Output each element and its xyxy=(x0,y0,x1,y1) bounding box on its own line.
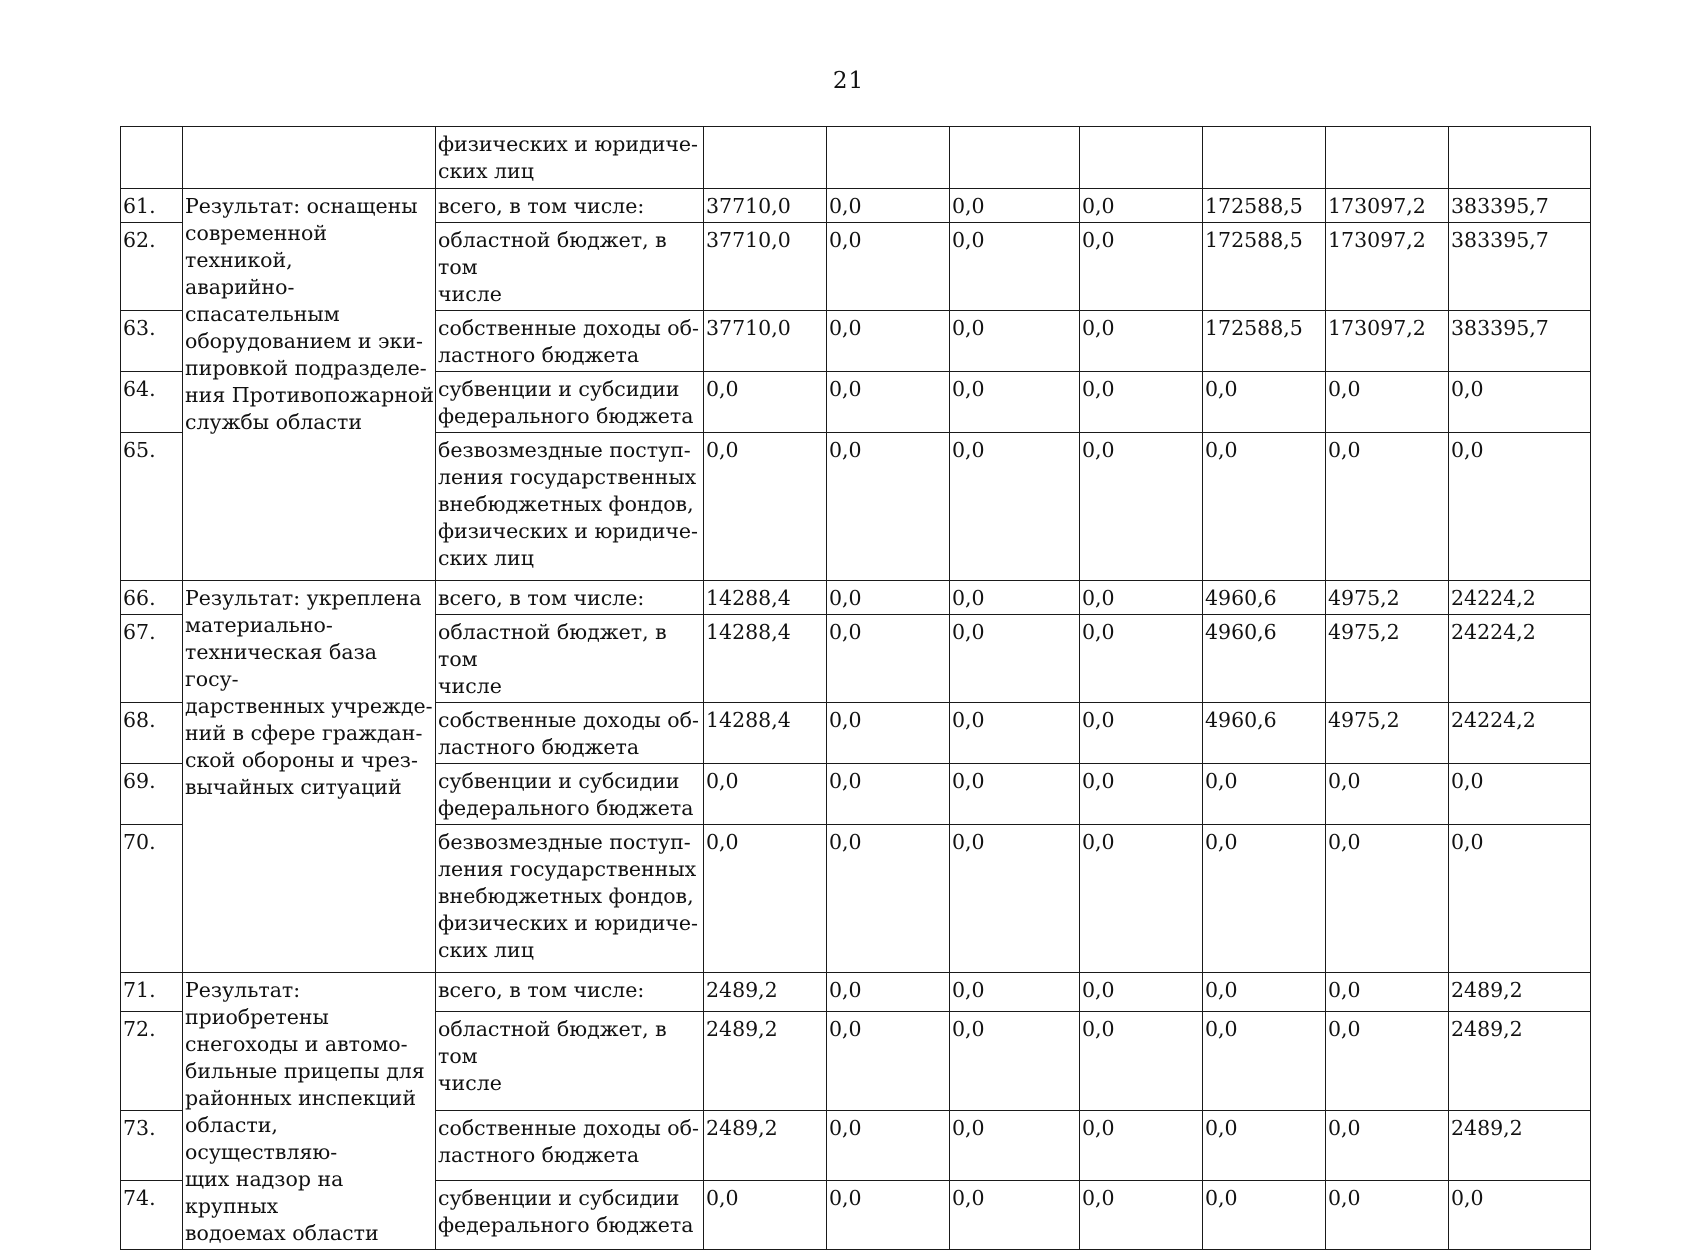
value-cell: 0,0 xyxy=(950,703,1080,764)
row-number-cell: 63. xyxy=(121,311,183,372)
continuation-source-cell: физических и юридиче- ских лиц xyxy=(436,127,704,189)
value-cell: 0,0 xyxy=(950,1011,1080,1111)
value-cell: 4975,2 xyxy=(1326,703,1449,764)
funding-source-cell: всего, в том числе: xyxy=(436,189,704,223)
value-cell: 0,0 xyxy=(1326,372,1449,433)
value-cell: 0,0 xyxy=(950,311,1080,372)
value-cell: 0,0 xyxy=(950,581,1080,615)
row-number-cell: 62. xyxy=(121,223,183,311)
value-cell xyxy=(1449,127,1591,189)
value-cell: 0,0 xyxy=(1326,433,1449,581)
funding-source-cell: всего, в том числе: xyxy=(436,973,704,1012)
table-row xyxy=(121,973,1591,1012)
value-cell: 0,0 xyxy=(1080,764,1203,825)
value-cell: 2489,2 xyxy=(1449,1111,1591,1180)
value-cell: 0,0 xyxy=(827,1011,950,1111)
value-cell: 0,0 xyxy=(1449,433,1591,581)
value-cell: 0,0 xyxy=(950,433,1080,581)
value-cell: 173097,2 xyxy=(1326,311,1449,372)
funding-source-cell: субвенции и субсидии федерального бюджета xyxy=(436,764,704,825)
value-cell: 2489,2 xyxy=(1449,1011,1591,1111)
value-cell: 0,0 xyxy=(1326,1111,1449,1180)
value-cell: 0,0 xyxy=(950,223,1080,311)
value-cell: 4960,6 xyxy=(1203,703,1326,764)
value-cell xyxy=(704,127,827,189)
value-cell: 0,0 xyxy=(1326,1011,1449,1111)
row-number-cell: 68. xyxy=(121,703,183,764)
value-cell: 0,0 xyxy=(1080,1180,1203,1249)
table-body xyxy=(121,127,1591,1250)
funding-source-cell: областной бюджет, в том числе xyxy=(436,223,704,311)
value-cell: 4960,6 xyxy=(1203,615,1326,703)
table-row xyxy=(121,581,1591,615)
budget-table xyxy=(120,126,1591,1250)
value-cell xyxy=(1080,127,1203,189)
value-cell: 0,0 xyxy=(827,764,950,825)
row-number-cell: 61. xyxy=(121,189,183,223)
row-number-cell: 74. xyxy=(121,1180,183,1249)
value-cell: 0,0 xyxy=(1080,223,1203,311)
funding-source-cell: субвенции и субсидии федерального бюджета xyxy=(436,1180,704,1249)
value-cell: 0,0 xyxy=(1203,433,1326,581)
value-cell: 0,0 xyxy=(1326,1180,1449,1249)
value-cell: 0,0 xyxy=(1449,764,1591,825)
row-number-cell: 69. xyxy=(121,764,183,825)
value-cell: 0,0 xyxy=(827,581,950,615)
value-cell: 0,0 xyxy=(1080,581,1203,615)
funding-source-cell: собственные доходы об- ластного бюджета xyxy=(436,1111,704,1180)
value-cell: 14288,4 xyxy=(704,581,827,615)
result-description-cell: Результат: приобретены снегоходы и автомо- бильные прицепы для районных инспекций области, осуществляю- щих надзор на крупных водоемах области xyxy=(183,973,436,1250)
value-cell: 0,0 xyxy=(950,1111,1080,1180)
page-number: 21 xyxy=(832,68,865,94)
value-cell: 0,0 xyxy=(1203,1180,1326,1249)
value-cell: 0,0 xyxy=(1449,1180,1591,1249)
value-cell: 0,0 xyxy=(1326,973,1449,1012)
value-cell xyxy=(1203,127,1326,189)
value-cell: 0,0 xyxy=(704,825,827,973)
value-cell: 0,0 xyxy=(704,1180,827,1249)
value-cell: 0,0 xyxy=(1080,1011,1203,1111)
value-cell: 172588,5 xyxy=(1203,311,1326,372)
value-cell: 4960,6 xyxy=(1203,581,1326,615)
value-cell: 0,0 xyxy=(1080,311,1203,372)
value-cell: 0,0 xyxy=(1449,825,1591,973)
result-description-cell: Результат: оснащены современной техникой, аварийно-спасательным оборудованием и эки- пировкой подразделе- ния Противопожарной службы области xyxy=(183,189,436,581)
value-cell: 172588,5 xyxy=(1203,223,1326,311)
value-cell xyxy=(827,127,950,189)
funding-source-cell: собственные доходы об- ластного бюджета xyxy=(436,703,704,764)
value-cell: 383395,7 xyxy=(1449,189,1591,223)
value-cell: 0,0 xyxy=(704,433,827,581)
value-cell: 0,0 xyxy=(1080,433,1203,581)
value-cell: 0,0 xyxy=(827,223,950,311)
value-cell: 2489,2 xyxy=(1449,973,1591,1012)
row-number-cell xyxy=(121,127,183,189)
value-cell: 0,0 xyxy=(1203,372,1326,433)
value-cell: 0,0 xyxy=(1080,189,1203,223)
value-cell: 0,0 xyxy=(827,1180,950,1249)
funding-source-cell: собственные доходы об- ластного бюджета xyxy=(436,311,704,372)
value-cell: 4975,2 xyxy=(1326,581,1449,615)
value-cell: 0,0 xyxy=(827,433,950,581)
funding-source-cell: областной бюджет, в том числе xyxy=(436,615,704,703)
funding-source-cell: безвозмездные поступ- ления государственных внебюджетных фондов, физических и юридиче- ских лиц xyxy=(436,433,704,581)
funding-source-cell: всего, в том числе: xyxy=(436,581,704,615)
row-number-cell: 70. xyxy=(121,825,183,973)
value-cell: 172588,5 xyxy=(1203,189,1326,223)
value-cell: 0,0 xyxy=(827,825,950,973)
row-number-cell: 73. xyxy=(121,1111,183,1180)
row-number-cell: 65. xyxy=(121,433,183,581)
value-cell: 24224,2 xyxy=(1449,581,1591,615)
value-cell: 0,0 xyxy=(1080,703,1203,764)
row-number-cell: 72. xyxy=(121,1011,183,1111)
value-cell: 0,0 xyxy=(1080,973,1203,1012)
value-cell: 0,0 xyxy=(950,189,1080,223)
result-description-cell: Результат: укреплена материально- техническая база госу- дарственных учрежде- ний в сфере граждан- ской обороны и чрез- вычайных ситуаций xyxy=(183,581,436,973)
funding-source-cell: безвозмездные поступ- ления государственных внебюджетных фондов, физических и юридиче- ских лиц xyxy=(436,825,704,973)
value-cell: 0,0 xyxy=(827,189,950,223)
funding-source-cell: областной бюджет, в том числе xyxy=(436,1011,704,1111)
continuation-row xyxy=(121,127,1591,189)
value-cell: 0,0 xyxy=(1203,973,1326,1012)
value-cell: 0,0 xyxy=(827,311,950,372)
value-cell: 0,0 xyxy=(1080,615,1203,703)
value-cell: 0,0 xyxy=(950,372,1080,433)
value-cell: 0,0 xyxy=(1326,825,1449,973)
value-cell: 0,0 xyxy=(827,372,950,433)
table-row xyxy=(121,189,1591,223)
value-cell: 14288,4 xyxy=(704,703,827,764)
value-cell: 4975,2 xyxy=(1326,615,1449,703)
value-cell: 0,0 xyxy=(704,764,827,825)
value-cell: 2489,2 xyxy=(704,973,827,1012)
value-cell: 37710,0 xyxy=(704,223,827,311)
value-cell: 0,0 xyxy=(1203,764,1326,825)
value-cell: 0,0 xyxy=(1080,372,1203,433)
value-cell: 2489,2 xyxy=(704,1011,827,1111)
value-cell: 14288,4 xyxy=(704,615,827,703)
value-cell xyxy=(1326,127,1449,189)
value-cell: 173097,2 xyxy=(1326,223,1449,311)
value-cell xyxy=(950,127,1080,189)
value-cell: 173097,2 xyxy=(1326,189,1449,223)
value-cell: 24224,2 xyxy=(1449,615,1591,703)
value-cell: 383395,7 xyxy=(1449,223,1591,311)
value-cell: 0,0 xyxy=(950,1180,1080,1249)
value-cell: 0,0 xyxy=(950,615,1080,703)
value-cell: 0,0 xyxy=(950,764,1080,825)
result-cell xyxy=(183,127,436,189)
row-number-cell: 71. xyxy=(121,973,183,1012)
value-cell: 0,0 xyxy=(1080,1111,1203,1180)
value-cell: 37710,0 xyxy=(704,311,827,372)
value-cell: 0,0 xyxy=(704,372,827,433)
value-cell: 37710,0 xyxy=(704,189,827,223)
value-cell: 0,0 xyxy=(827,973,950,1012)
value-cell: 0,0 xyxy=(950,825,1080,973)
value-cell: 0,0 xyxy=(1080,825,1203,973)
value-cell: 24224,2 xyxy=(1449,703,1591,764)
value-cell: 0,0 xyxy=(1326,764,1449,825)
value-cell: 0,0 xyxy=(950,973,1080,1012)
value-cell: 0,0 xyxy=(1203,1111,1326,1180)
value-cell: 0,0 xyxy=(1203,825,1326,973)
row-number-cell: 64. xyxy=(121,372,183,433)
value-cell: 0,0 xyxy=(1203,1011,1326,1111)
value-cell: 0,0 xyxy=(827,1111,950,1180)
value-cell: 0,0 xyxy=(827,615,950,703)
value-cell: 0,0 xyxy=(827,703,950,764)
row-number-cell: 66. xyxy=(121,581,183,615)
value-cell: 383395,7 xyxy=(1449,311,1591,372)
value-cell: 0,0 xyxy=(1449,372,1591,433)
funding-source-cell: субвенции и субсидии федерального бюджета xyxy=(436,372,704,433)
value-cell: 2489,2 xyxy=(704,1111,827,1180)
row-number-cell: 67. xyxy=(121,615,183,703)
